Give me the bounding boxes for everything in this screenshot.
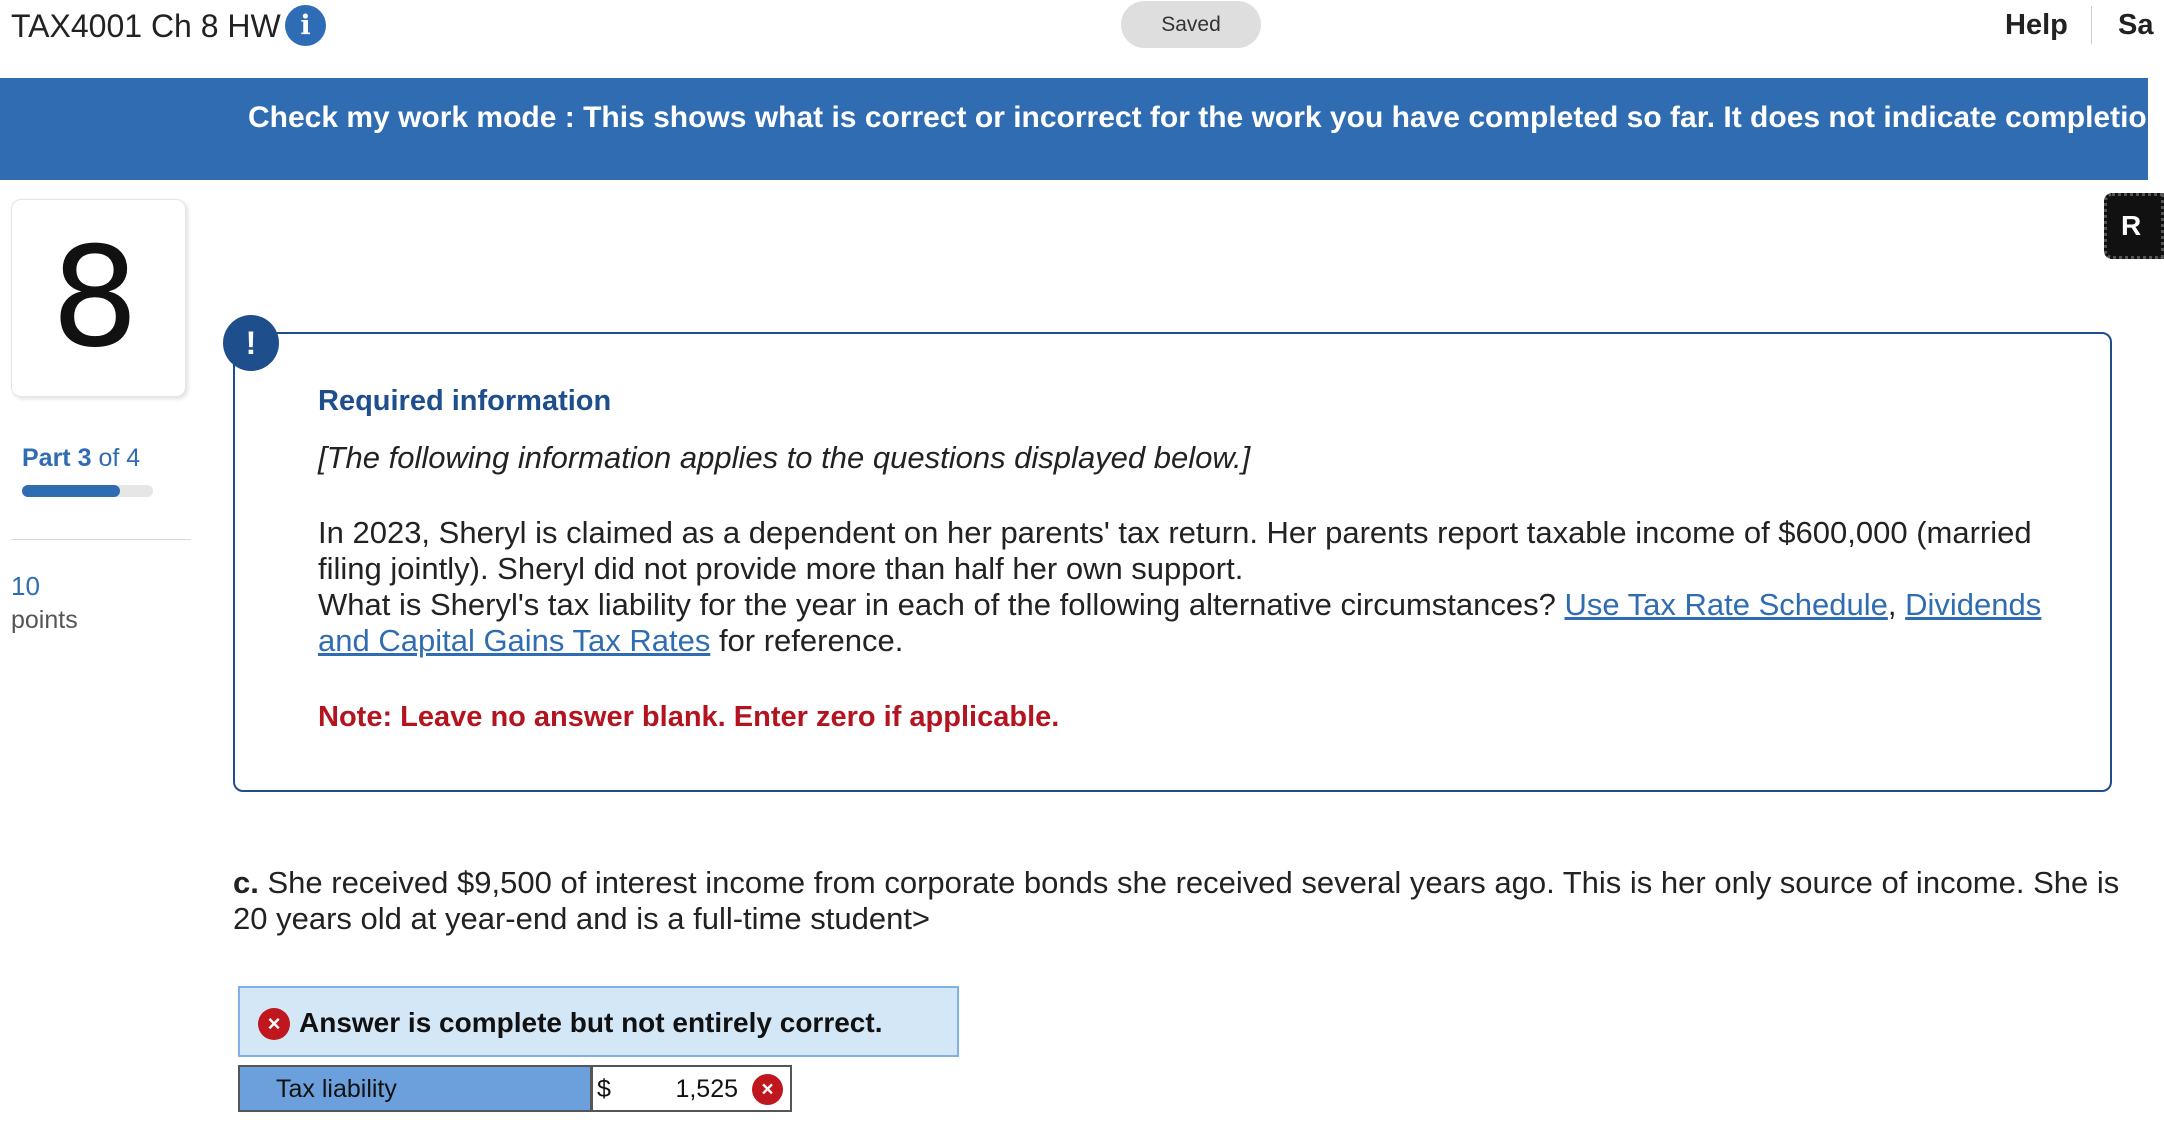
assignment-title: TAX4001 Ch 8 HW [11,8,281,44]
part-indicator [22,441,140,475]
top-bar-divider [2091,6,2092,44]
saved-status-badge: Saved [1121,1,1261,48]
required-info-paragraph: In 2023, Sheryl is claimed as a dependent on her parents' tax return. Her parents report taxable income of $600,000 (married filing jointly). Sheryl did not provide more than half her own support. [318,515,2032,586]
check-my-work-banner [0,78,2148,180]
part-c-label: c. [233,865,259,900]
part-current: 3 [77,444,92,472]
part-total: 4 [126,444,141,472]
left-divider [11,539,191,540]
required-info-subtitle: [The following information applies to the questions displayed below.] [318,440,1251,475]
incorrect-icon: × [258,1008,290,1040]
part-c-text: She received $9,500 of interest income from corporate bonds she received several years ago. This is her only source of income. She is 20 years old at year-end and is a full-time student> [233,865,2120,936]
alert-icon: ! [223,315,279,371]
points-label: points [11,606,78,634]
banner-text: Check my work mode : This shows what is correct or incorrect for the work you have completed so far. It does not indicate completio [248,101,2147,134]
tax-rate-schedule-link[interactable]: Use Tax Rate Schedule [1564,587,1888,622]
question-number: 8 [51,217,139,378]
part-progress-fill [22,485,120,497]
required-info-question [318,587,2098,659]
tax-liability-label: Tax liability [276,1075,397,1103]
question-number-card [11,199,186,397]
top-bar [0,0,2154,78]
link-separator: , [1887,587,1906,622]
feedback-text: Answer is complete but not entirely correct. [299,1007,883,1038]
question-text: What is Sheryl's tax liability for the year in each of the following alternative circumstances? [318,587,1565,622]
part-of: of [91,444,127,472]
side-action-button-label: R [2121,210,2142,241]
answer-label-cell [238,1065,592,1112]
answer-feedback-banner [238,986,959,1057]
incorrect-answer-icon: × [752,1074,783,1105]
tax-liability-input[interactable] [591,1065,792,1112]
part-progress-bar [22,485,153,497]
part-c-question [233,865,2123,937]
dividends-capital-gains-link[interactable]: Dividends and Capital Gains Tax Rates [318,587,2042,658]
part-prefix: Part [22,444,78,472]
required-info-title: Required information [318,385,612,417]
tax-liability-value: 1,525 [675,1075,738,1103]
info-icon[interactable]: i [285,5,326,46]
required-info-note: Note: Leave no answer blank. Enter zero if applicable. [318,701,1060,733]
help-button[interactable]: Help [2005,9,2068,41]
save-exit-button[interactable]: Sa [2118,9,2154,41]
side-action-button[interactable] [2104,193,2164,259]
required-info-body [318,515,2098,659]
reference-text: for reference. [710,623,904,658]
points-value: 10 [11,571,40,601]
currency-symbol: $ [597,1075,611,1103]
